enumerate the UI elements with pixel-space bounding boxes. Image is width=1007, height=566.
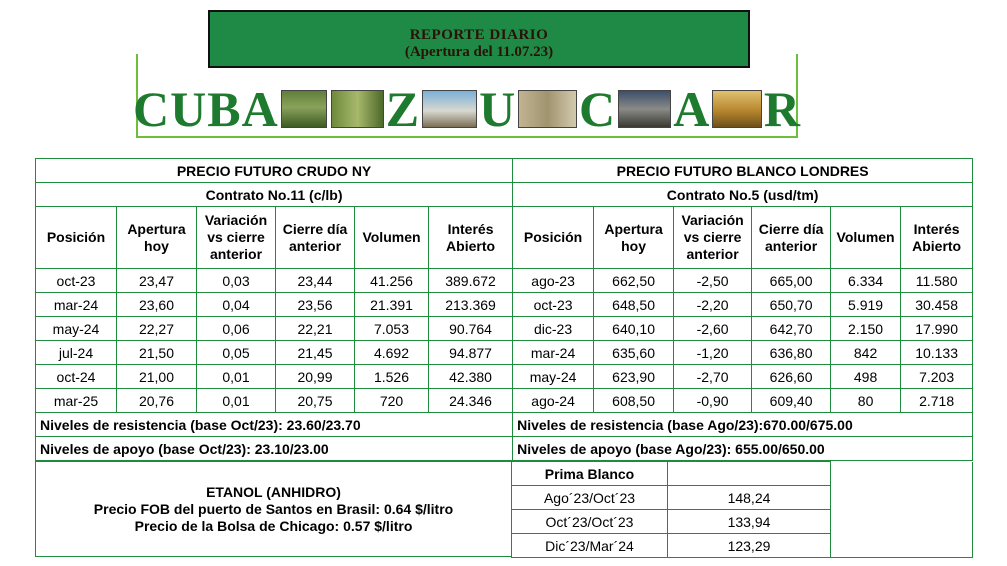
- logo-letters-cuba: CUBA: [133, 81, 279, 137]
- london-cell: 5.919: [831, 293, 901, 317]
- ny-cell: 7.053: [355, 317, 429, 341]
- london-cell: 665,00: [752, 269, 831, 293]
- ny-cell: oct-24: [36, 365, 117, 389]
- london-cell: mar-24: [513, 341, 594, 365]
- london-cell: -2,20: [674, 293, 752, 317]
- london-cell: 2.718: [901, 389, 973, 413]
- sugar-bags-photo-icon: [712, 90, 762, 128]
- ethanol-fob-price: Precio FOB del puerto de Santos en Brasil: 0.64 $/litro: [93, 501, 454, 517]
- ny-cell: 94.877: [429, 341, 513, 365]
- london-cell: 662,50: [594, 269, 674, 293]
- report-title: REPORTE DIARIO: [409, 27, 549, 43]
- ny-cell: 21,00: [117, 365, 197, 389]
- ny-cell: 42.380: [429, 365, 513, 389]
- ny-cell: 23,56: [276, 293, 355, 317]
- london-cell: ago-24: [513, 389, 594, 413]
- london-cell: 11.580: [901, 269, 973, 293]
- prima-blanco-table: [511, 461, 973, 558]
- table-row: [36, 365, 973, 389]
- report-banner: [208, 10, 750, 68]
- ny-cell: 20,99: [276, 365, 355, 389]
- london-col-open-interest: Interés Abierto: [901, 207, 973, 269]
- ny-support-levels: Niveles de apoyo (base Oct/23): 23.10/23.00: [36, 437, 513, 461]
- london-cell: 609,40: [752, 389, 831, 413]
- london-cell: ago-23: [513, 269, 594, 293]
- table-row: [36, 341, 973, 365]
- ny-col-position: Posición: [36, 207, 117, 269]
- london-cell: 635,60: [594, 341, 674, 365]
- prima-value: 133,94: [668, 510, 831, 534]
- london-cell: -0,90: [674, 389, 752, 413]
- ny-cell: 22,21: [276, 317, 355, 341]
- ny-contract: Contrato No.11 (c/lb): [36, 183, 513, 207]
- prima-header: Prima Blanco: [512, 462, 668, 486]
- london-cell: 80: [831, 389, 901, 413]
- london-cell: 608,50: [594, 389, 674, 413]
- london-support-levels: Niveles de apoyo (base Ago/23): 655.00/650.00: [513, 437, 973, 461]
- ny-cell: 1.526: [355, 365, 429, 389]
- ny-cell: 23,44: [276, 269, 355, 293]
- london-cell: 10.133: [901, 341, 973, 365]
- ny-cell: may-24: [36, 317, 117, 341]
- london-cell: oct-23: [513, 293, 594, 317]
- table-row: [36, 269, 973, 293]
- london-cell: 650,70: [752, 293, 831, 317]
- ny-cell: 21,45: [276, 341, 355, 365]
- london-cell: 6.334: [831, 269, 901, 293]
- london-col-prev-close: Cierre día anterior: [752, 207, 831, 269]
- london-cell: 623,90: [594, 365, 674, 389]
- london-cell: -2,60: [674, 317, 752, 341]
- london-cell: 648,50: [594, 293, 674, 317]
- prima-blank-cell: [831, 462, 973, 558]
- ny-cell: 23,47: [117, 269, 197, 293]
- sugarcane-photo-icon: [281, 90, 327, 128]
- ny-cell: 0,01: [197, 389, 276, 413]
- london-section-title: PRECIO FUTURO BLANCO LONDRES: [513, 159, 973, 183]
- prima-spread: Dic´23/Mar´24: [512, 534, 668, 558]
- ny-cell: 24.346: [429, 389, 513, 413]
- london-cell: dic-23: [513, 317, 594, 341]
- london-cell: 2.150: [831, 317, 901, 341]
- sugar-mill-photo-icon: [422, 90, 477, 128]
- raw-sugar-photo-icon: [518, 90, 577, 128]
- london-cell: 30.458: [901, 293, 973, 317]
- ny-cell: 4.692: [355, 341, 429, 365]
- prima-header-blank: [668, 462, 831, 486]
- prima-value: 148,24: [668, 486, 831, 510]
- ny-cell: 720: [355, 389, 429, 413]
- ny-resistance-levels: Niveles de resistencia (base Oct/23): 23.60/23.70: [36, 413, 513, 437]
- ny-cell: 0,05: [197, 341, 276, 365]
- ny-cell: 0,04: [197, 293, 276, 317]
- ny-cell: 0,06: [197, 317, 276, 341]
- ny-col-volume: Volumen: [355, 207, 429, 269]
- ethanol-section: [35, 461, 512, 557]
- port-ship-photo-icon: [618, 90, 671, 128]
- table-row: [36, 317, 973, 341]
- report-date: (Apertura del 11.07.23): [404, 44, 554, 60]
- cubazucar-logo: [133, 82, 801, 136]
- ny-cell: 22,27: [117, 317, 197, 341]
- cane-field-photo-icon: [331, 90, 384, 128]
- ny-cell: 0,03: [197, 269, 276, 293]
- logo-letter-z: Z: [385, 81, 421, 137]
- london-cell: -1,20: [674, 341, 752, 365]
- ny-cell: jul-24: [36, 341, 117, 365]
- london-col-volume: Volumen: [831, 207, 901, 269]
- ny-col-open: Apertura hoy: [117, 207, 197, 269]
- ny-col-change: Variación vs cierre anterior: [197, 207, 276, 269]
- logo-letter-a: A: [673, 81, 711, 137]
- london-col-change: Variación vs cierre anterior: [674, 207, 752, 269]
- logo-letter-u: U: [479, 81, 517, 137]
- ny-cell: 0,01: [197, 365, 276, 389]
- london-col-position: Posición: [513, 207, 594, 269]
- prima-spread: Ago´23/Oct´23: [512, 486, 668, 510]
- london-cell: 498: [831, 365, 901, 389]
- london-cell: -2,70: [674, 365, 752, 389]
- london-col-open: Apertura hoy: [594, 207, 674, 269]
- ny-section-title: PRECIO FUTURO CRUDO NY: [36, 159, 513, 183]
- london-cell: -2,50: [674, 269, 752, 293]
- logo-letter-r: R: [763, 81, 802, 137]
- ny-cell: 21,50: [117, 341, 197, 365]
- ny-col-prev-close: Cierre día anterior: [276, 207, 355, 269]
- london-contract: Contrato No.5 (usd/tm): [513, 183, 973, 207]
- london-cell: 640,10: [594, 317, 674, 341]
- ny-col-open-interest: Interés Abierto: [429, 207, 513, 269]
- prima-spread: Oct´23/Oct´23: [512, 510, 668, 534]
- london-cell: 636,80: [752, 341, 831, 365]
- ny-cell: 389.672: [429, 269, 513, 293]
- ny-cell: 90.764: [429, 317, 513, 341]
- prima-value: 123,29: [668, 534, 831, 558]
- ny-cell: 23,60: [117, 293, 197, 317]
- table-row: [36, 389, 973, 413]
- logo-letter-c: C: [578, 81, 617, 137]
- london-cell: may-24: [513, 365, 594, 389]
- london-cell: 842: [831, 341, 901, 365]
- ny-cell: 213.369: [429, 293, 513, 317]
- london-cell: 626,60: [752, 365, 831, 389]
- ethanol-chicago-price: Precio de la Bolsa de Chicago: 0.57 $/litro: [134, 518, 413, 534]
- london-cell: 17.990: [901, 317, 973, 341]
- london-cell: 7.203: [901, 365, 973, 389]
- ny-cell: 21.391: [355, 293, 429, 317]
- ny-cell: 20,76: [117, 389, 197, 413]
- ny-cell: mar-25: [36, 389, 117, 413]
- ny-cell: 20,75: [276, 389, 355, 413]
- london-resistance-levels: Niveles de resistencia (base Ago/23):670.00/675.00: [513, 413, 973, 437]
- ny-cell: 41.256: [355, 269, 429, 293]
- london-cell: 642,70: [752, 317, 831, 341]
- futures-table: [35, 158, 973, 461]
- ny-cell: mar-24: [36, 293, 117, 317]
- table-row: [36, 293, 973, 317]
- ethanol-title: ETANOL (ANHIDRO): [206, 484, 341, 500]
- ny-cell: oct-23: [36, 269, 117, 293]
